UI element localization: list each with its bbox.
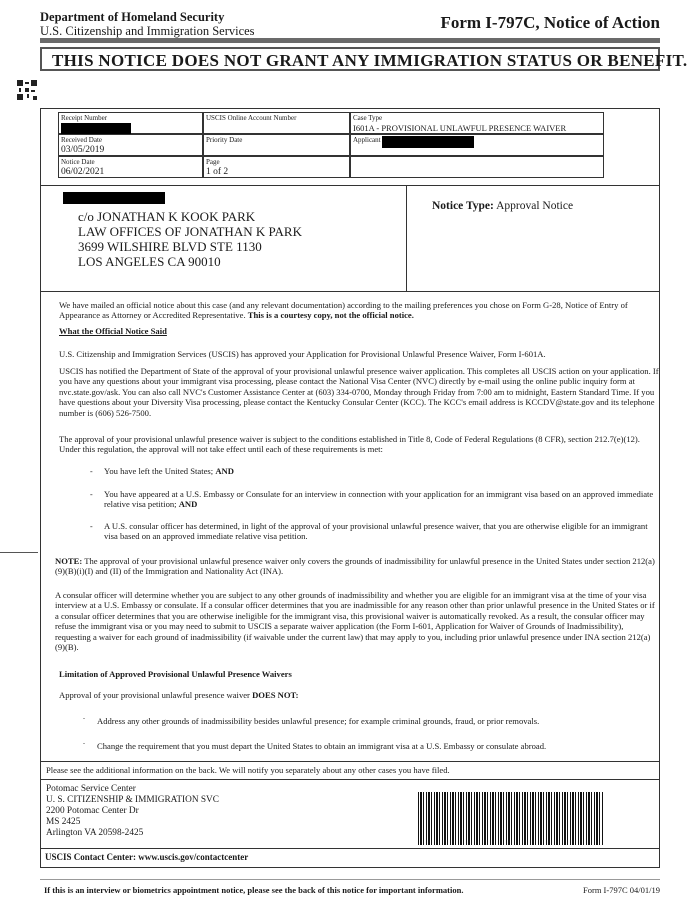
case-type-value: I601A - PROVISIONAL UNLAWFUL PRESENCE WAIVER — [353, 123, 567, 133]
divider — [406, 185, 407, 291]
limitation-bold: DOES NOT: — [252, 690, 299, 700]
agency-name: Department of Homeland Security — [40, 10, 225, 24]
notice-type-value: Approval Notice — [496, 200, 574, 212]
form-title: Form I-797C, Notice of Action — [440, 13, 660, 32]
footer-note: If this is an interview or biometrics appointment notice, please see the back of this notice for important information. — [44, 885, 464, 895]
conditions-paragraph: The approval of your provisional unlawful presence waiver is subject to the conditions established in Title 8, Code of Federal Regulations (8 CFR), section 212.7(e)(12). Under this regulation, the approval will not take effect until each of these requirements is met: — [59, 434, 640, 455]
limitation-item: Change the requirement that you must depart the United States to obtain an immigrant visa at a U.S. Embassy or consulate abroad. — [97, 741, 547, 751]
section-heading: What the Official Notice Said — [59, 326, 167, 336]
applicant-label: Applicant — [353, 136, 381, 144]
intro-bold-text: This is a courtesy copy, not the official notice. — [247, 310, 414, 321]
note-paragraph — [55, 556, 655, 577]
address-line: LAW OFFICES OF JONATHAN K PARK — [78, 224, 302, 239]
mailing-address — [78, 209, 302, 269]
divider — [40, 779, 660, 780]
margin-mark — [0, 552, 38, 553]
divider — [40, 291, 660, 292]
limitation-item: Address any other grounds of inadmissibility besides unlawful presence; for example criminal grounds, fraud, or prior removals. — [97, 716, 540, 726]
address-line: c/o JONATHAN K KOOK PARK — [78, 209, 256, 224]
page-value: 1 of 2 — [206, 167, 229, 177]
bullet-icon: - — [90, 490, 93, 499]
notice-date-cell — [58, 156, 203, 178]
redaction-block — [382, 136, 474, 148]
online-account-label: USCIS Online Account Number — [206, 114, 297, 122]
received-date-label: Received Date — [61, 136, 103, 144]
condition-item: A U.S. consular officer has determined, in light of the approval of your provisional unlawful presence waiver, that you are otherwise eligible for an immigrant visa based on an approved immediate relative visa petition. — [104, 521, 648, 542]
sub-agency-name: U.S. Citizenship and Immigration Services — [40, 24, 255, 38]
limitation-text: Approval of your provisional unlawful presence waiver — [59, 690, 250, 700]
nvc-paragraph: USCIS has notified the Department of State of the approval of your provisional unlawful presence waiver application. This completes all USCIS action on your application. If you have any questions about your immigrant visa processing, please contact the National Visa Center (NVC) directly by e-mail using the online public inquiry form at nvc.state.gov/ask. You can also call NVC's Customer Assistance Center at (603) 334-0700, Monday through Friday from 7:00 am to midnight, Eastern Standard Time. If you have questions about your Diversity Visa processing, please contact the Kentucky Consular Center (KCC). The KCC's email address is KCCDV@state.gov and its telephone number is (606) 526-7500. — [59, 366, 659, 418]
redaction-block — [61, 123, 131, 134]
section-heading: Limitation of Approved Provisional Unlawful Presence Waivers — [59, 669, 292, 679]
receipt-number-cell — [58, 112, 203, 134]
condition-text: You have appeared at a U.S. Embassy or Consulate for an interview in connection with your application for an immigrant visa based on an approved immediate relative visa petition; — [104, 489, 654, 510]
receipt-number-label: Receipt Number — [61, 114, 108, 122]
divider — [40, 185, 660, 186]
condition-and: AND — [178, 499, 198, 510]
intro-paragraph — [59, 300, 655, 321]
online-account-cell — [203, 112, 350, 134]
page-cell — [203, 156, 350, 178]
case-type-cell — [350, 112, 604, 134]
bullet-icon: - — [90, 522, 93, 531]
approval-paragraph: U.S. Citizenship and Immigration Services (USCIS) has approved your Application for Provisional Unlawful Presence Waiver, Form I-601A. — [59, 349, 546, 359]
page-label: Page — [206, 158, 220, 166]
service-center-line: 2200 Potomac Center Dr — [46, 806, 139, 816]
divider — [40, 848, 660, 849]
address-line: LOS ANGELES CA 90010 — [78, 254, 221, 269]
condition-item — [104, 466, 654, 476]
service-center-line: Arlington VA 20598-2425 — [46, 828, 144, 838]
priority-date-label: Priority Date — [206, 136, 243, 144]
note-text: The approval of your provisional unlawful presence waiver only covers the grounds of inadmissibility for unlawful presence in the United States under section 212(a)(9)(B)(i)(I) and (II) of the Immigration and Nationality Act (INA). — [55, 556, 655, 577]
priority-date-cell — [203, 134, 350, 156]
bullet-icon: - — [90, 467, 93, 476]
condition-and: AND — [215, 466, 234, 476]
notice-date-value: 06/02/2021 — [61, 167, 105, 177]
received-date-cell — [58, 134, 203, 156]
contact-center: USCIS Contact Center: www.uscis.gov/contactcenter — [45, 852, 249, 862]
note-label: NOTE: — [55, 556, 83, 566]
condition-text: You have left the United States; — [104, 466, 214, 476]
redaction-block — [63, 192, 165, 204]
footer-rule — [40, 879, 660, 880]
qr-code-icon — [17, 80, 37, 100]
service-center-line: MS 2425 — [46, 817, 81, 827]
condition-item — [104, 489, 654, 510]
empty-cell — [350, 156, 604, 178]
received-date-value: 03/05/2019 — [61, 145, 105, 155]
bullet-icon: . — [83, 712, 85, 721]
additional-info: Please see the additional information on the back. We will notify you separately about any other cases you have filed. — [46, 765, 450, 775]
notice-type — [432, 200, 573, 212]
divider — [40, 761, 660, 762]
bullet-icon: . — [83, 737, 85, 746]
header-rule — [40, 38, 660, 43]
barcode — [418, 792, 603, 845]
form-version: Form I-797C 04/01/19 — [583, 885, 660, 895]
intro-text: We have mailed an official notice about this case (and any relevant documentation) according to the mailing preferences you chose on Form G-28, Notice of Entry of Appearance as Attorney or Accredited Representative. — [59, 300, 628, 321]
service-center-line: U. S. CITIZENSHIP & IMMIGRATION SVC — [46, 795, 219, 805]
status-banner: THIS NOTICE DOES NOT GRANT ANY IMMIGRATION STATUS OR BENEFIT. — [40, 47, 660, 71]
case-type-label: Case Type — [353, 114, 383, 122]
applicant-cell — [350, 134, 604, 156]
consular-paragraph: A consular officer will determine whether you are subject to any other grounds of inadmissibility and whether you are eligible for an immigrant visa at the time of your visa interview at a U.S. Embassy or consulate. If a consular officer determines that you are inadmissible for any reason other than prior unlawful presence in the United States or if a consular officer determines that you are otherwise ineligible for the immigrant visa, this provisional waiver is automatically revoked. As a result, the consular officer may refuse the immigrant visa or you may need to submit to USCIS a separate waiver application (the Form I-601, Application for Waiver of Grounds of Inadmissibility), requesting a waiver for each ground of inadmissibility (if waivable under the current law) that may apply to you, including prior unlawful presence under INA section 212(a)(9)(B). — [55, 590, 655, 653]
notice-date-label: Notice Date — [61, 158, 95, 166]
notice-type-label: Notice Type: — [432, 200, 494, 212]
service-center-line: Potomac Service Center — [46, 784, 136, 794]
address-line: 3699 WILSHIRE BLVD STE 1130 — [78, 239, 262, 254]
service-center-address — [46, 784, 219, 839]
limitation-intro — [59, 690, 298, 700]
